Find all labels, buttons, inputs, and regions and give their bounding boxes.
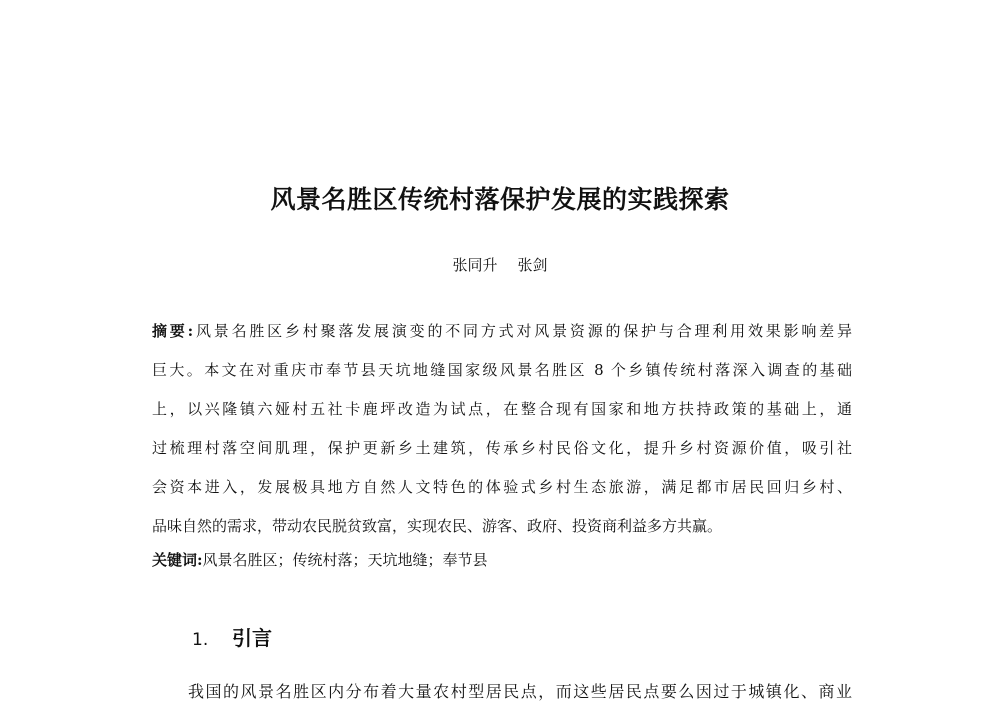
abstract-line: 会资本进入，发展极具地方自然人文特色的体验式乡村生态旅游，满足都市居民回归乡村、: [152, 478, 852, 496]
keywords-label: 关键词:: [152, 551, 203, 569]
section-number: 1.: [192, 630, 209, 650]
keywords-text: 风景名胜区；传统村落；天坑地缝；奉节县: [202, 551, 488, 569]
section-heading: [192, 622, 272, 656]
abstract-block: [152, 312, 852, 546]
abstract-text: 风景名胜区乡村聚落发展演变的不同方式对风景资源的保护与合理利用效果影响差异: [193, 322, 852, 340]
abstract-line: 品味自然的需求，带动农民脱贫致富，实现农民、游客、政府、投资商利益多方共赢。: [152, 517, 723, 535]
author-name: 张剑: [517, 256, 548, 274]
author-list: [0, 254, 1000, 276]
abstract-label: 摘要:: [152, 322, 194, 340]
body-paragraph-line: 我国的风景名胜区内分布着大量农村型居民点，而这些居民点要么因过于城镇化、商业: [188, 682, 852, 701]
paper-title: 风景名胜区传统村落保护发展的实践探索: [270, 185, 730, 214]
author-name: 张同升: [452, 256, 498, 274]
keywords-block: [152, 544, 852, 576]
section-title: 引言: [232, 626, 272, 650]
abstract-line: 巨大。本文在对重庆市奉节县天坑地缝国家级风景名胜区 8 个乡镇传统村落深入调查的基础: [152, 361, 852, 379]
abstract-line: 过梳理村落空间肌理，保护更新乡土建筑，传承乡村民俗文化，提升乡村资源价值，吸引社: [152, 439, 852, 457]
abstract-line: [152, 312, 852, 351]
abstract-line: 上，以兴隆镇六娅村五社卡鹿坪改造为试点，在整合现有国家和地方扶持政策的基础上，通: [152, 400, 852, 418]
